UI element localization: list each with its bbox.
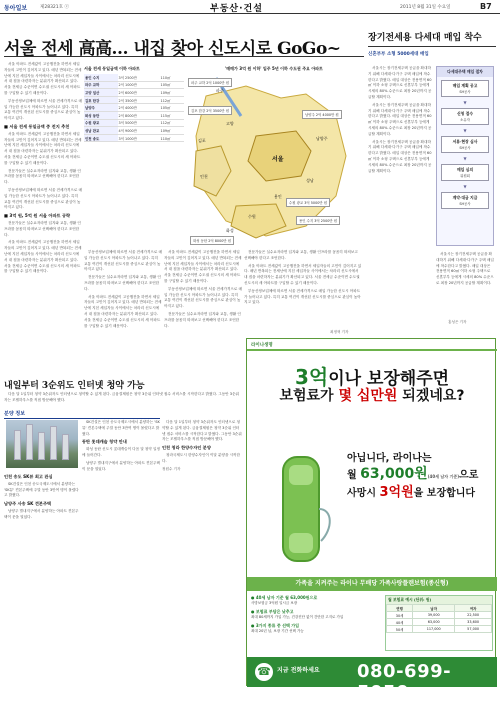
process-step: [441, 192, 489, 209]
ad-premium-note: (40세 남자 기준): [427, 474, 460, 479]
table-cell-price: 2억 4000만: [118, 104, 160, 112]
masthead: [0, 0, 500, 14]
table-cell-region: 인천 송도: [84, 134, 118, 142]
purchase-process-chart: [436, 66, 494, 246]
table-cell-size: 115㎡: [160, 111, 184, 119]
article-paragraph: 부동산정보업체에 따르면 서울 전세가격으로 매입 가능한 신도시 아파트가 늘어나고 있다. 특히 교통 여건이 개선된 신도시를 중심으로 관심이 높아지고 있다.: [84, 250, 162, 272]
ad-call-band[interactable]: [247, 657, 497, 703]
ad-subheadline-3: [347, 481, 493, 500]
premium-table-row: [387, 619, 492, 626]
building-shape: [50, 426, 57, 460]
table-cell-size: 109㎡: [160, 127, 184, 135]
building-shape: [26, 424, 33, 460]
ad-feature-body: 최대 20년 납, 보장 기간 선택 가능: [251, 629, 304, 633]
table-cell-size: 110㎡: [160, 74, 184, 81]
table-cell-size: 109㎡: [160, 89, 184, 97]
brief-item-title: 인천 청라 한양수자인 분양: [162, 445, 211, 451]
article-paragraph: 부동산정보업체에 따르면 서울 전세가격으로 매입 가능한 신도시 아파트가 늘어나고 있다. 특히 교통 여건이 개선된 신도시를 중심으로 관심이 높아지고 있다.: [164, 286, 242, 309]
table-row: [84, 89, 184, 97]
article2-paragraph: 다음 달 1일부터 청약 3순위자도 인터넷으로 청약할 수 있게 된다. 금융결제원은 청약 3순위 인터넷 접수 서비스를 시작한다고 밝혔다. 그동안 3순위자는 모델하우스를 직접 방문해야 했다.: [4, 392, 240, 402]
ad-feature-list: [251, 595, 383, 637]
table-row: [84, 74, 184, 81]
article-paragraph: 전문가들은 실수요자라면 입지와 교통, 생활 인프라를 꼼꼼히 따져보고 선택해야 한다고 조언한다.: [4, 220, 81, 237]
sidebar-byline: 홍성은 기자: [448, 320, 467, 324]
main-headline: 서울 전세 高高… 내집 찾아 신도시로 GoGo~: [4, 39, 341, 59]
article2-body: [4, 392, 240, 408]
page-number: B7: [480, 2, 492, 11]
metro-map-graphic: [186, 66, 362, 246]
down-arrow-icon: ▼: [463, 184, 467, 189]
call-label: 지금 전화하세요: [277, 667, 320, 674]
table-cell-price: 4억 9000만: [118, 127, 160, 135]
building-shape: [14, 430, 21, 460]
sidebar-headline: 장기전세용 다세대 매입 착수: [368, 30, 496, 47]
table-cell-region: 성남 판교: [84, 127, 118, 135]
article-paragraph: 서울 아파트 전세값이 고공행진을 하면서 세입자들의 고민이 깊어지고 있다. 매년 반복되는 전세난에 지친 세입자들 사이에서는 차라리 신도시에서 내 집을 마련하자는 분위기가 확산되고 있다. 서울 전세금 수준이면 수도권 신도시의 새 아파트를 구입할 수 있기 때문이다.: [84, 294, 162, 328]
premium-table-title: 월 보험료 예시 (단위: 원): [386, 596, 492, 604]
ad-monthly-premium: 63,000원: [360, 466, 428, 482]
table-cell-price: 2억 8000만: [118, 111, 160, 119]
brief-item-body: 남양주 별내지구에서 분양하는 아파트 견본주택이 문을 열었다.: [82, 460, 160, 471]
map-region-label: 남양주: [316, 136, 328, 141]
table-cell-price: 3억 5000만: [118, 119, 160, 127]
table-title: 서울 전세 동일금액 이하 아파트: [84, 66, 140, 71]
premium-table-header: 여자: [455, 605, 492, 612]
sidebar-subhead: 신혼부부 소형 5000세대 매입: [368, 52, 429, 57]
table-cell-price: 2억 1000만: [118, 81, 160, 89]
article-paragraph: 서울 아파트 전세값이 고공행진을 하면서 세입자들의 고민이 깊어지고 있다. 매년 반복되는 전세난에 지친 세입자들 사이에서는 차라리 신도시에서 내 집을 마련하자는 분위기가 확산되고 있다. 서울 전세금 수준이면 수도권 신도시의 새 아파트를 구입할 수 있기 때문이다.: [244, 263, 362, 285]
premium-table-cell: 63,000: [413, 619, 455, 626]
brief-section-title: 분양 정보: [4, 410, 160, 419]
phone-icon: ☎: [255, 663, 273, 681]
ad-coverage-amount: 3억원: [379, 485, 414, 500]
down-arrow-icon: ▼: [463, 128, 467, 133]
ad-amount-highlight: 3억: [294, 365, 329, 389]
process-step-name: 서류·현장 심사: [452, 139, 478, 144]
table-row: [84, 111, 184, 119]
brief-column-3: [162, 420, 242, 686]
brief-item-body: SK건설은 인천 송도국제도시에서 분양하는 'SK뷰' 견본주택에 주말 동안 3만여 명이 몰렸다고 밝혔다.: [82, 420, 160, 436]
ad-feature-item: [251, 623, 383, 634]
main-byline: 최정혁 기자: [330, 330, 349, 334]
process-step-name: 매입 심의: [457, 167, 473, 172]
map-region-label: 파주: [216, 88, 224, 93]
map-region-label: 서울: [272, 156, 284, 163]
price-table: [84, 74, 184, 142]
brief-item-title: 동탄 롯데캐슬 청약 안내: [82, 439, 127, 445]
issue-number: 제28321호 ⓒ: [40, 5, 69, 10]
ad-headline-2-text-end: 되겠네요?: [397, 388, 465, 404]
map-price-callout: 남양주 2억 4000만 원: [302, 110, 342, 119]
down-arrow-icon: ▼: [463, 156, 467, 161]
telephone-handset-icon: [261, 449, 341, 569]
apartment-photo: [6, 420, 78, 468]
premium-table-cell: 39,000: [413, 612, 455, 619]
main-article-column-1: [4, 62, 82, 362]
main-article-column-4: [244, 250, 362, 336]
article2-headline: 내일부터 3순위도 인터넷 청약 가능: [4, 381, 145, 391]
process-step: [441, 108, 489, 125]
article-paragraph: 부동산정보업체에 따르면 서울 전세가격으로 매입 가능한 신도시 아파트가 늘어나고 있다. 특히 교통 여건이 개선된 신도시를 중심으로 관심이 높아지고 있다.: [244, 288, 361, 305]
table-cell-region: 용인 수지: [84, 74, 118, 81]
article-paragraph: 전문가들은 실수요자라면 입지와 교통, 생활 인프라를 꼼꼼히 따져보고 선택해야 한다고 조언한다.: [84, 275, 161, 291]
brief-item-body: 남양주 별내지구에서 분양하는 아파트 견본주택이 문을 열었다.: [4, 508, 79, 519]
ad-brand-logo: 라이나생명: [251, 343, 273, 348]
process-step: [441, 136, 489, 153]
article-paragraph: 전문가들은 실수요자라면 입지와 교통, 생활 인프라를 꼼꼼히 따져보고 선택해야 한다고 조언한다.: [244, 250, 358, 260]
process-chart-title: 다세대주택 매입 절차: [437, 67, 493, 77]
table-cell-size: 105㎡: [160, 104, 184, 112]
article-paragraph: 전문가들은 실수요자라면 입지와 교통, 생활 인프라를 꼼꼼히 따져보고 선택해야 한다고 조언한다.: [164, 311, 241, 328]
map-region-label: 용인: [274, 194, 282, 199]
map-price-callout: 용인 수지 3억 2500만 원: [296, 216, 340, 225]
table-row: [84, 104, 184, 112]
premium-table-cell: 22,500: [455, 612, 492, 619]
ad-subheadline-2-prefix: 월: [347, 470, 361, 481]
map-region-label: 고양: [226, 121, 234, 126]
map-price-callout: 화성 동탄 2억 8000만 원: [190, 236, 234, 245]
table-cell-size: 110㎡: [160, 134, 184, 142]
brief-item-title: 인천 송도 SK뷰 최고 관심: [4, 474, 53, 479]
process-step-note: 소유자: [460, 118, 470, 122]
premium-table-cell: 57,000: [455, 626, 492, 633]
table-cell-region: 김포 한강: [84, 96, 118, 104]
process-step-name: 매입 계획 공고: [452, 83, 478, 88]
map-price-callout: 수원 광교 3억 5000만 원: [286, 198, 330, 207]
article-subhead: ■ 3억 원, 5억 원 서울 아파트 공략: [4, 213, 71, 219]
down-arrow-icon: ▼: [463, 100, 467, 105]
ad-subheadline-2: [347, 463, 493, 483]
ad-feature-item: [251, 595, 383, 606]
ad-top-band: [247, 349, 497, 351]
table-row: [84, 119, 184, 127]
ad-feature-title: ● 3가지 종류 중 선택 가입: [251, 623, 300, 628]
section-title: 부동산·건설: [210, 4, 263, 14]
premium-table-cell: 117,000: [413, 626, 455, 633]
brief-item-body: SK건설은 인천 송도국제도시에서 분양하는 'SK뷰' 견본주택에 주말 동안 3만여 명이 몰렸다고 밝혔다.: [4, 481, 79, 498]
headline-rule: [4, 56, 364, 57]
process-step-note: 위원회: [460, 174, 470, 178]
table-cell-price: 3억 1000만: [118, 134, 160, 142]
brief-item-title: 남양주 사송 SK 견본주택: [4, 501, 52, 507]
article-paragraph: 서울 아파트 전세값이 고공행진을 하면서 세입자들의 고민이 깊어지고 있다. 매년 반복되는 전세난에 지친 세입자들 사이에서는 차라리 신도시에서 내 집을 마련하자는 분위기가 확산되고 있다. 서울 전세금 수준이면 수도권 신도시의 새 아파트를 구입할 수 있기 때문이다.: [4, 62, 82, 95]
table-cell-size: 112㎡: [160, 96, 184, 104]
premium-table-header: 남자: [413, 605, 455, 612]
process-step-name: 신청 접수: [457, 111, 473, 116]
process-step-name: 계약·대금 지급: [452, 195, 478, 200]
table-row: [84, 134, 184, 142]
premium-table-cell: 40세: [387, 619, 413, 626]
ad-feature-item: [251, 609, 383, 620]
article-paragraph: 전문가들은 실수요자라면 입지와 교통, 생활 인프라를 꼼꼼히 따져보고 선택해야 한다고 조언한다.: [4, 168, 81, 185]
insurance-advertisement[interactable]: [246, 338, 496, 703]
table-row: [84, 127, 184, 135]
ad-subheadline-3-suffix: 을 보장합니다: [413, 488, 476, 499]
article-subhead: ■ 서울 전세 동일금액 중 전지 추천: [4, 123, 70, 129]
main-article-column-3: [164, 250, 242, 370]
premium-table-row: [387, 612, 492, 619]
ad-subheadline-2-suffix: 으로: [459, 470, 479, 481]
apartment-price-table: [84, 66, 184, 186]
map-region-label: 김포: [198, 138, 206, 143]
brief-item-body: 청라국제도시 한양수자인이 이달 분양을 시작한다.: [162, 452, 240, 463]
article-paragraph: 부동산정보업체에 따르면 서울 전세가격으로 매입 가능한 신도시 아파트가 늘어나고 있다. 특히 교통 여건이 개선된 신도시를 중심으로 관심이 높아지고 있다.: [4, 187, 82, 210]
ad-headline-1-text: 이나 보장해주면: [328, 369, 450, 389]
table-cell-price: 2억 6000만: [118, 89, 160, 97]
ad-tagline: 가족을 지켜주는 라이나 무배당 가족사랑플랜보험(종신형): [247, 577, 497, 591]
ad-feature-title: ● 보험료 부담은 낮추고: [251, 609, 294, 614]
map-region-label: 인천: [200, 174, 208, 179]
article-paragraph: 서울 아파트 전세값이 고공행진을 하면서 세입자들의 고민이 깊어지고 있다. 매년 반복되는 전세난에 지친 세입자들 사이에서는 차라리 신도시에서 내 집을 마련하자는 분위기가 확산되고 있다. 서울 전세금 수준이면 수도권 신도시의 새 아파트를 구입할 수 있기 때문이다.: [4, 131, 82, 165]
map-region-label: 수원: [248, 214, 256, 219]
table-cell-price: 2억 3500만: [118, 96, 160, 104]
article-paragraph: 서울 아파트 전세값이 고공행진을 하면서 세입자들의 고민이 깊어지고 있다. 매년 반복되는 전세난에 지친 세입자들 사이에서는 차라리 신도시에서 내 집을 마련하자는 분위기가 확산되고 있다. 서울 전세금 수준이면 수도권 신도시의 새 아파트를 구입할 수 있기 때문이다.: [164, 250, 242, 283]
sidebar-paragraph: 서울시는 장기전세주택 공급을 확대하기 위해 다세대·다가구 주택 매입에 착수한다고 밝혔다. 매입 대상은 전용면적 60㎡ 이하 소형 주택으로 신혼부부 등에게 시세의 80% 수준으로 최장 20년까지 공급할 계획이다.: [436, 252, 494, 285]
table-cell-region: 남양주: [84, 104, 118, 112]
table-cell-region: 고양 일산: [84, 89, 118, 97]
ad-premium-table: [385, 595, 493, 651]
article2-paragraph: 다음 달 1일부터 청약 3순위자도 인터넷으로 청약할 수 있게 된다. 금융결제원은 청약 3순위 인터넷 접수 서비스를 시작한다고 밝혔다. 그동안 3순위자는 모델하우스를 직접 방문해야 했다.: [162, 420, 242, 442]
ad-subheadline-1: 아닙니다, 라이나는: [347, 453, 432, 464]
article-paragraph: 서울 아파트 전세값이 고공행진을 하면서 세입자들의 고민이 깊어지고 있다. 매년 반복되는 전세난에 지친 세입자들 사이에서는 차라리 신도시에서 내 집을 마련하자는 분위기가 확산되고 있다. 서울 전세금 수준이면 수도권 신도시의 새 아파트를 구입할 수 있기 때문이다.: [4, 240, 82, 274]
article-paragraph: 부동산정보업체에 따르면 서울 전세가격으로 매입 가능한 신도시 아파트가 늘어나고 있다. 특히 교통 여건이 개선된 신도시를 중심으로 관심이 높아지고 있다.: [4, 98, 82, 121]
brief-item-body: 화성 동탄 신도시 롯데캐슬이 다음 달 청약 일정에 들어간다.: [82, 447, 160, 457]
table-cell-region: 파주 교하: [84, 81, 118, 89]
sidebar-paragraph: 서울시는 장기전세주택 공급을 확대하기 위해 다세대·다가구 주택 매입에 착수한다고 밝혔다. 매입 대상은 전용면적 60㎡ 이하 소형 주택으로 신혼부부 등에게 시세의 80% 수준으로 최장 20년까지 공급할 계획이다.: [368, 139, 432, 173]
table-cell-region: 화성 동탄: [84, 111, 118, 119]
process-step-note: SH공사: [459, 90, 471, 94]
map-price-callout: 파주 교하 2억 1000만 원: [188, 78, 232, 87]
premium-table-cell: 33,600: [455, 619, 492, 626]
map-title: '매매가 3억 원 이하' 입주 5년 이하 수도권 주요 아파트: [225, 66, 323, 71]
map-price-callout: 김포 한강 2억 3500만 원: [188, 106, 232, 115]
table-cell-price: 3억 2500만: [118, 74, 160, 81]
premium-table-cell: 50세: [387, 626, 413, 633]
sidebar-paragraph: 서울시는 장기전세주택 공급을 확대하기 위해 다세대·다가구 주택 매입에 착수한다고 밝혔다. 매입 대상은 전용면적 60㎡ 이하 소형 주택으로 신혼부부 등에게 시세의 80% 수준으로 최장 20년까지 공급할 계획이다.: [368, 102, 432, 136]
map-region-label: 성남: [306, 178, 314, 183]
ad-feature-body: 최대 80세까지 가입 가능, 건강진단 없이 간단한 고지로 가입: [251, 615, 344, 619]
brief-column-1: [4, 472, 80, 686]
main-article-column-2: [84, 250, 162, 370]
table-cell-region: 수원 광교: [84, 119, 118, 127]
premium-table-row: [387, 626, 492, 633]
sidebar-article: [368, 30, 496, 330]
process-step-note: SH공사: [459, 146, 471, 150]
publication-date: 2011년 8월 31일 수요일: [400, 5, 451, 10]
ad-feature-body: 사망보험금 3억원 일시금 보장: [251, 601, 298, 605]
newspaper-logo: 동아일보: [4, 5, 28, 12]
ad-headline-2: [247, 385, 497, 405]
sidebar-body-2: [436, 252, 494, 322]
ad-headline-2-text: 보험료가: [279, 388, 339, 404]
call-phone-number[interactable]: 080-699-5050: [357, 661, 452, 703]
article2-byline: 정원수 기자: [162, 466, 181, 471]
brief-column-2: [82, 420, 160, 686]
process-step: [441, 164, 489, 181]
ad-feature-title: ● 40세 남자 기준 월 63,000원으로: [251, 595, 318, 600]
process-step-note: SH공사: [459, 202, 471, 206]
building-shape: [62, 434, 69, 460]
table-cell-size: 105㎡: [160, 81, 184, 89]
table-row: [84, 96, 184, 104]
map-region-label: 화성: [226, 228, 234, 233]
sidebar-body: [368, 66, 432, 326]
ad-subheadline-3-prefix: 사망시: [347, 488, 380, 499]
premium-table-header: 연령: [387, 605, 413, 612]
ad-headline-2-highlight: 몇 십만원: [338, 388, 398, 404]
process-step: [441, 80, 489, 97]
table-row: [84, 81, 184, 89]
premium-table-cell: 30세: [387, 612, 413, 619]
table-cell-size: 112㎡: [160, 119, 184, 127]
sidebar-paragraph: 서울시는 장기전세주택 공급을 확대하기 위해 다세대·다가구 주택 매입에 착수한다고 밝혔다. 매입 대상은 전용면적 60㎡ 이하 소형 주택으로 신혼부부 등에게 시세의 80% 수준으로 최장 20년까지 공급할 계획이다.: [368, 66, 432, 99]
building-shape: [38, 432, 45, 460]
